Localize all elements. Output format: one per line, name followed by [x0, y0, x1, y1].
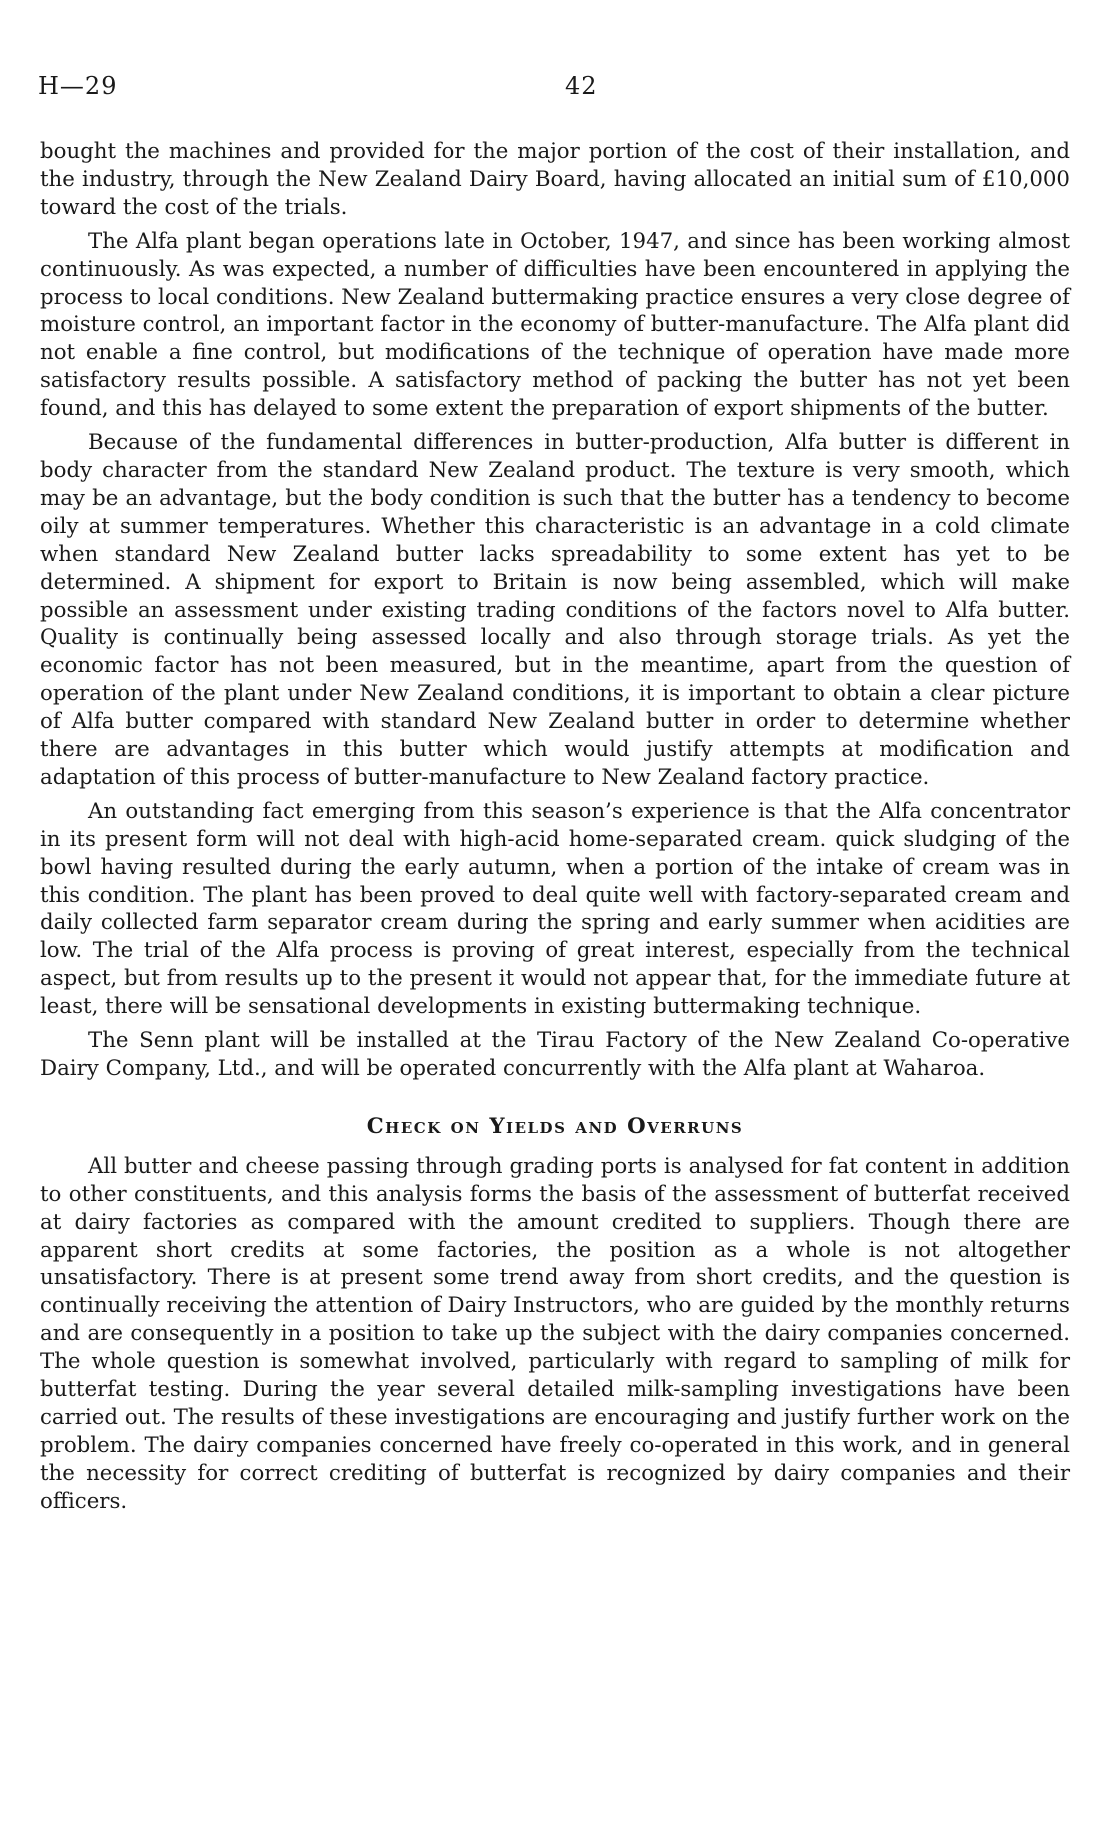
paragraph-yields-and-overruns: All butter and cheese passing through grading ports is analysed for fat content in addition to other constituents, and this analysis forms the basis of the assessment of butterfat received at dairy factories as compared with the amount credited to suppliers. Though there are apparent short credits at some factories, the position as a whole is not altogether unsatisfactory. There is at present some trend away from short credits, and the question is continually receiving the attention of Dairy Instructors, who are guided by the monthly returns and are consequently in a position to take up the subject with the dairy companies concerned. The whole question is somewhat involved, particularly with regard to sampling of milk for butterfat testing. During the year several detailed milk-sampling investigations have been carried out. The results of these investigations are encouraging and justify further work on the problem. The dairy companies concerned have freely co-operated in this work, and in general the necessity for correct crediting of butterfat is recognized by dairy companies and their officers.: [40, 1153, 1070, 1514]
paragraph-senn-plant: The Senn plant will be installed at the Tirau Factory of the New Zealand Co-operative Dairy Company, Ltd., and will be operated concurrently with the Alfa plant at Waharoa.: [40, 1028, 1070, 1081]
body-text: [40, 138, 1070, 1522]
paragraph-alfa-butter-character: Because of the fundamental differences in butter-production, Alfa butter is different in body character from the standard New Zealand product. The texture is very smooth, which may be an advantage, but the body condition is such that the butter has a tendency to become oily at summer temperatures. Whether this characteristic is an advantage in a cold climate when standard New Zealand butter lacks spreadability to some extent has yet to be determined. A shipment for export to Britain is now being assembled, which will make possible an assessment under existing trading conditions of the factors novel to Alfa butter. Quality is continually being assessed locally and also through storage trials. As yet the economic factor has not been measured, but in the meantime, apart from the question of operation of the plant under New Zealand conditions, it is important to obtain a clear picture of Alfa butter compared with standard New Zealand butter in order to determine whether there are advantages in this butter which would justify attempts at modification and adaptation of this process of butter-manufacture to New Zealand factory practice.: [40, 430, 1070, 790]
paragraph-alfa-plant-operations: The Alfa plant began operations late in October, 1947, and since has been working almost continuously. As was expected, a number of difficulties have been encountered in applying the process to local conditions. New Zealand buttermaking practice ensures a very close degree of moisture control, an important factor in the economy of butter-manufacture. The Alfa plant did not enable a fine control, but modifications of the technique of operation have made more satisfactory results possible. A satisfactory method of packing the butter has not yet been found, and this has delayed to some extent the preparation of export shipments of the butter.: [40, 228, 1070, 422]
page-reference: H—29: [38, 72, 118, 100]
section-heading: Check on Yields and Overruns: [366, 1113, 744, 1139]
paragraph-alfa-concentrator-findings: An outstanding fact emerging from this season’s experience is that the Alfa concentrator in its present form will not deal with high-acid home-separated cream. quick sludging of the bowl having resulted during the early autumn, when a portion of the intake of cream was in this condition. The plant has been proved to deal quite well with factory-separated cream and daily collected farm separator cream during the spring and early summer when acidities are low. The trial of the Alfa process is proving of great interest, especially from the technical aspect, but from results up to the present it would not appear that, for the immediate future at least, there will be sensational developments in existing buttermaking technique.: [40, 798, 1070, 1020]
paragraph-continuation: bought the machines and provided for the major portion of the cost of their installation, and the industry, through the New Zealand Dairy Board, having allocated an initial sum of £10,000 toward the cost of the trials.: [40, 139, 1070, 220]
page-number: 42: [565, 72, 598, 100]
page-header: [38, 72, 1068, 108]
